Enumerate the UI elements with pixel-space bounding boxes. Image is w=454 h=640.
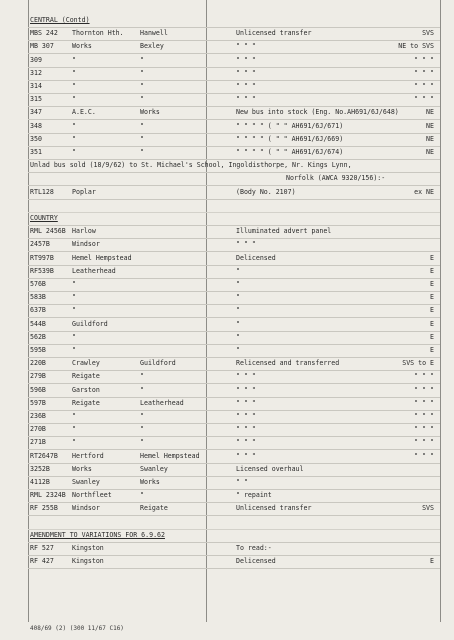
list-item	[28, 80, 440, 94]
list-item	[28, 463, 440, 477]
row-code: RF 427	[30, 557, 54, 566]
row-from: "	[72, 438, 76, 447]
row-end: SVS	[422, 29, 434, 38]
list-item	[28, 370, 440, 384]
row-to: "	[140, 95, 144, 104]
list-item	[28, 542, 440, 556]
row-code: COUNTRY	[30, 214, 58, 222]
row-to: "	[140, 385, 144, 394]
list-item	[28, 27, 440, 41]
row-remarks: " repaint	[236, 491, 272, 500]
row-from: "	[72, 121, 76, 130]
row-end: " " "	[414, 425, 434, 434]
row-from: Reigate	[72, 372, 100, 381]
row-code: 576B	[30, 280, 46, 288]
row-code: 2457B	[30, 240, 50, 249]
row-remarks: "	[236, 319, 240, 328]
row-code: 3252B	[30, 464, 50, 473]
list-item	[28, 529, 440, 543]
list-item	[28, 67, 440, 81]
row-code: 596B	[30, 385, 46, 394]
row-remarks: Delicensed	[236, 253, 276, 262]
row-end: " " "	[414, 385, 434, 394]
row-from: Swanley	[72, 478, 100, 486]
row-end: NE	[426, 148, 434, 156]
row-code: 597B	[30, 398, 46, 407]
list-item	[28, 93, 440, 107]
row-remarks: " " "	[236, 385, 256, 394]
list-item	[28, 357, 440, 371]
list-item	[28, 423, 440, 437]
row-from: Kingston	[72, 544, 104, 552]
row-to: "	[140, 438, 144, 447]
list-item	[28, 238, 440, 252]
list-item	[28, 384, 440, 398]
row-end: SVS	[422, 504, 434, 513]
list-item	[28, 318, 440, 332]
row-from: Kingston	[72, 557, 104, 566]
row-end: E	[430, 266, 434, 275]
row-code: 595B	[30, 346, 46, 354]
row-remarks: Delicensed	[236, 557, 276, 566]
row-end: SVS to E	[402, 359, 434, 368]
row-remarks: " "	[236, 478, 248, 486]
row-remarks: " " "	[236, 42, 256, 51]
row-code: RF 255B	[30, 504, 58, 513]
list-item	[28, 304, 440, 318]
row-end: E	[430, 253, 434, 262]
row-to: Works	[140, 108, 160, 117]
row-code: 315	[30, 95, 42, 104]
row-remarks: "	[236, 280, 240, 288]
form-footer: 408/69 (2) (300 11/67 C16)	[30, 625, 124, 632]
row-code: RT2647B	[30, 451, 58, 460]
row-to: Hanwell	[140, 29, 168, 38]
row-remarks: "	[236, 266, 240, 275]
row-code: 271B	[30, 438, 46, 447]
list-item	[28, 14, 440, 28]
row-from: A.E.C.	[72, 108, 96, 117]
row-from: Guildford	[72, 319, 108, 328]
list-item	[28, 278, 440, 292]
row-from: Works	[72, 464, 92, 473]
list-item	[28, 186, 440, 200]
row-remarks: New bus into stock (Eng. No.AH691/6J/648)	[236, 108, 399, 117]
row-remarks: "	[236, 293, 240, 302]
row-end: " " "	[414, 398, 434, 407]
list-item	[28, 555, 440, 569]
list-item	[28, 172, 440, 186]
row-end: " " "	[414, 55, 434, 64]
row-remarks: " " "	[236, 372, 256, 381]
row-end: NE	[426, 134, 434, 143]
list-item	[28, 502, 440, 516]
row-from: "	[72, 306, 76, 315]
column-rule-right	[440, 0, 441, 622]
row-end: NE to SVS	[398, 42, 434, 51]
row-to: Swanley	[140, 464, 168, 473]
row-end: E	[430, 293, 434, 302]
list-item	[28, 410, 440, 424]
row-end: E	[430, 319, 434, 328]
row-remarks: " " " " ( " " AH691/6J/674)	[236, 148, 344, 156]
list-item	[28, 450, 440, 464]
list-item	[28, 120, 440, 134]
row-end: " " "	[414, 438, 434, 447]
row-from: "	[72, 148, 76, 156]
row-from: "	[72, 134, 76, 143]
row-code: 637B	[30, 306, 46, 315]
row-remarks: " " "	[236, 68, 256, 77]
row-to: "	[140, 412, 144, 420]
list-item	[28, 40, 440, 54]
row-from: Windsor	[72, 504, 100, 513]
row-remarks: Licensed overhaul	[236, 464, 304, 473]
row-to: Bexley	[140, 42, 164, 51]
row-code: 270B	[30, 425, 46, 434]
row-end: E	[430, 346, 434, 354]
row-to: "	[140, 68, 144, 77]
row-remarks: " " "	[236, 240, 256, 249]
row-end: " " "	[414, 412, 434, 420]
row-from: Poplar	[72, 187, 96, 196]
row-from: "	[72, 280, 76, 288]
list-item	[28, 133, 440, 147]
row-to: Guildford	[140, 359, 176, 368]
row-remarks: " " " " ( " " AH691/6J/671)	[236, 121, 344, 130]
list-item	[28, 212, 440, 226]
list-item	[28, 331, 440, 345]
row-from: Crawley	[72, 359, 100, 368]
row-to: Leatherhead	[140, 398, 184, 407]
row-from: Windsor	[72, 240, 100, 249]
row-code: 351	[30, 148, 42, 156]
row-from: Northfleet	[72, 491, 112, 500]
row-end: E	[430, 557, 434, 566]
row-from: "	[72, 55, 76, 64]
list-item	[28, 54, 440, 68]
row-to: "	[140, 134, 144, 143]
row-remarks: " " "	[236, 398, 256, 407]
row-from: Thornton Hth.	[72, 29, 124, 38]
list-item	[28, 476, 440, 490]
row-from: "	[72, 68, 76, 77]
row-to: "	[140, 121, 144, 130]
row-code: RML 2456B	[30, 227, 66, 236]
row-from: "	[72, 412, 76, 420]
row-from: "	[72, 425, 76, 434]
row-code: 312	[30, 68, 42, 77]
row-end: E	[430, 306, 434, 315]
row-end: ex NE	[414, 187, 434, 196]
row-code: MBS 242	[30, 29, 58, 38]
list-item	[28, 199, 440, 213]
row-from: Works	[72, 42, 92, 51]
row-code: RTL128	[30, 187, 54, 196]
row-end: " " "	[414, 372, 434, 381]
row-code: 220B	[30, 359, 46, 368]
list-item	[28, 225, 440, 239]
row-remarks: " " "	[236, 451, 256, 460]
row-to: "	[140, 55, 144, 64]
row-code: Unlad bus sold (18/9/62) to St. Michael's School, Ingoldisthorpe, Nr. Kings Lynn,	[30, 161, 352, 170]
row-remarks: To read:-	[236, 544, 272, 552]
row-remarks: Illuminated advert panel	[236, 227, 332, 236]
row-end: " " "	[414, 95, 434, 104]
row-remarks: " " "	[236, 412, 256, 420]
row-remarks: (Body No. 2107)	[236, 187, 296, 196]
row-remarks: " " "	[236, 55, 256, 64]
list-item	[28, 516, 440, 530]
list-item	[28, 489, 440, 503]
row-end: E	[430, 280, 434, 288]
row-end: E	[430, 332, 434, 341]
row-to: "	[140, 82, 144, 90]
row-code: 562B	[30, 332, 46, 341]
row-code: 583B	[30, 293, 46, 302]
row-from: "	[72, 332, 76, 341]
list-item	[28, 436, 440, 450]
list-item	[28, 252, 440, 266]
row-remarks: Unlicensed transfer	[236, 29, 312, 38]
list-item	[28, 265, 440, 279]
row-code: 279B	[30, 372, 46, 381]
row-to: Hemel Hempstead	[140, 451, 200, 460]
row-remarks: "	[236, 332, 240, 341]
row-remarks: " " "	[236, 438, 256, 447]
row-code: 350	[30, 134, 42, 143]
row-code: 544B	[30, 319, 46, 328]
row-remarks: Relicensed and transferred	[236, 359, 340, 368]
row-end: " " "	[414, 451, 434, 460]
row-from: Hemel Hempstead	[72, 253, 132, 262]
row-end: " " "	[414, 82, 434, 90]
row-code: 4112B	[30, 478, 50, 486]
list-item	[28, 291, 440, 305]
list-item	[28, 106, 440, 120]
list-item	[28, 344, 440, 358]
row-remarks: "	[236, 346, 240, 354]
row-to: "	[140, 372, 144, 381]
row-code: 314	[30, 82, 42, 90]
row-code: AMENDMENT TO VARIATIONS FOR 6.9.62	[30, 530, 165, 539]
row-from: Hertford	[72, 451, 104, 460]
row-to: "	[140, 491, 144, 500]
row-end: NE	[426, 108, 434, 117]
row-remarks: " " "	[236, 82, 256, 90]
row-to: Works	[140, 478, 160, 486]
row-from: Garston	[72, 385, 100, 394]
list-item	[28, 397, 440, 411]
row-remarks: " " " " ( " " AH691/6J/669)	[236, 134, 344, 143]
row-from: Harlow	[72, 227, 96, 236]
row-from: Leatherhead	[72, 266, 116, 275]
row-from: "	[72, 95, 76, 104]
row-to: "	[140, 148, 144, 156]
row-from: "	[72, 293, 76, 302]
row-from: "	[72, 346, 76, 354]
row-code: CENTRAL (Contd)	[30, 16, 90, 24]
row-to: "	[140, 425, 144, 434]
row-code: 348	[30, 121, 42, 130]
row-remarks: " " "	[236, 95, 256, 104]
row-code: RF 527	[30, 544, 54, 552]
row-remarks: " " "	[236, 425, 256, 434]
row-remarks: Norfolk (AWCA 9320/156):-	[286, 174, 386, 183]
row-from: "	[72, 82, 76, 90]
row-code: 309	[30, 55, 42, 64]
row-remarks: "	[236, 306, 240, 315]
row-to: Reigate	[140, 504, 168, 513]
row-remarks: Unlicensed transfer	[236, 504, 312, 513]
row-code: 347	[30, 108, 42, 117]
row-code: RT997B	[30, 253, 54, 262]
row-code: RML 2324B	[30, 491, 66, 500]
row-code: 236B	[30, 412, 46, 420]
row-code: RF539B	[30, 266, 54, 275]
list-item	[28, 146, 440, 160]
row-end: " " "	[414, 68, 434, 77]
row-code: MB 307	[30, 42, 54, 51]
row-end: NE	[426, 121, 434, 130]
row-from: Reigate	[72, 398, 100, 407]
list-item	[28, 159, 440, 173]
